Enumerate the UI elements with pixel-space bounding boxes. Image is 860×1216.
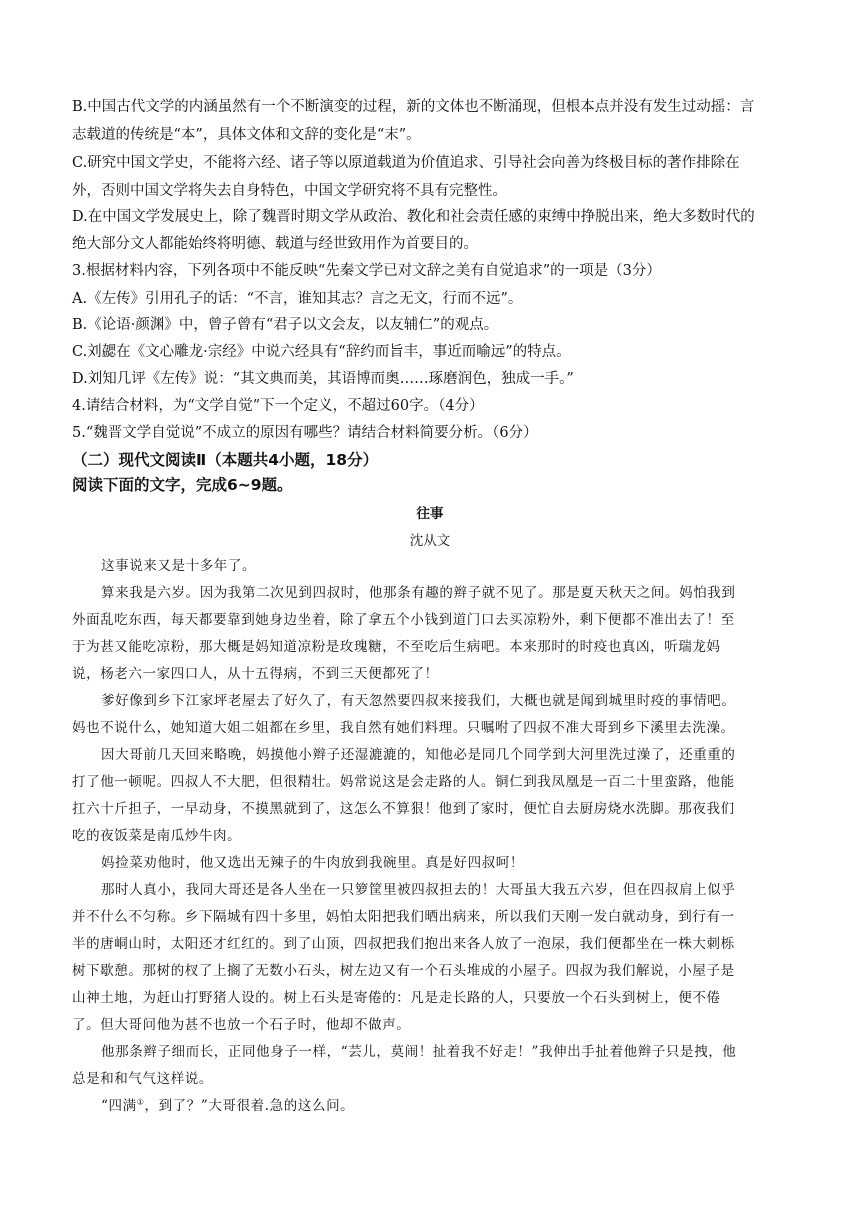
article-line: 了。但大哥问他为甚不也放一个石子时，他却不做声。 bbox=[72, 1017, 411, 1033]
question-4: 4.请结合材料，为“文学自觉”下一个定义，不超过60字。（4分） bbox=[72, 398, 484, 414]
option-b-line-2: 志载道的传统是“本”，具体文体和文辞的变化是“末”。 bbox=[72, 127, 421, 143]
article-line: 说，杨老六一家四口人，从十五得病，不到三天便都死了！ bbox=[72, 666, 439, 682]
article-line: 他那条辫子细而长，正同他身子一样，“芸儿，莫闹！扯着我不好走！”我伸出手扯着他辫子只是拽，他 bbox=[101, 1044, 737, 1060]
option-b-line-1: B.中国古代文学的内涵虽然有一个不断演变的过程，新的文体也不断涌现，但根本点并没有发生过动摇：言 bbox=[72, 99, 755, 115]
section-heading: （二）现代文阅读Ⅱ（本题共4小题，18分） bbox=[72, 451, 379, 469]
footnote-marker: ① bbox=[136, 1097, 145, 1107]
article-line: 并不什么不匀称。乡下隔城有四十多里，妈怕太阳把我们晒出病来，所以我们天刚一发白就动身，到行有一 bbox=[72, 909, 735, 925]
article-line: 因大哥前几天回来略晚，妈摸他小辫子还湿漉漉的，知他必是同几个同学到大河里洗过澡了，还重重的 bbox=[101, 747, 736, 763]
article-line: 外面乱吃东西，每天都要靠到她身边坐着，除了拿五个小钱到道门口去买凉粉外，剩下便都不准出去了！至 bbox=[72, 612, 735, 628]
article-line: 吃的夜饭菜是南瓜炒牛肉。 bbox=[72, 828, 242, 844]
article-title: 往事 bbox=[416, 506, 444, 522]
article-last-line bbox=[72, 1096, 788, 1116]
article-line: 总是和和气气这样说。 bbox=[72, 1071, 213, 1087]
question-3: 3.根据材料内容，下列各项中不能反映“先秦文学已对文辞之美有自觉追求”的一项是（3分） bbox=[72, 263, 661, 279]
question-3-option-c: C.刘勰在《文心雕龙·宗经》中说六经具有“辞约而旨丰，事近而喻远”的特点。 bbox=[72, 344, 571, 360]
article-line: 这事说来又是十多年了。 bbox=[101, 558, 257, 574]
question-3-option-a: A.《左传》引用孔子的话：“不言，谁知其志？言之无文，行而不远”。 bbox=[72, 291, 523, 307]
question-5: 5.“魏晋文学自觉说”不成立的原因有哪些？请结合材料简要分析。（6分） bbox=[72, 425, 538, 441]
article-line: 打了他一顿呢。四叔人不大肥，但很精壮。妈常说这是会走路的人。铜仁到我凤凰是一百二十里蛮路，他能 bbox=[72, 774, 735, 790]
option-d-line-2: 绝大部分文人都能始终将明德、载道与经世致用作为首要目的。 bbox=[72, 236, 478, 252]
section-instruction: 阅读下面的文字，完成6~9题。 bbox=[72, 476, 293, 494]
option-d-line-1: D.在中国文学发展史上，除了魏晋时期文学从政治、教化和社会责任感的束缚中挣脱出来，绝大多数时代的 bbox=[72, 209, 755, 225]
article-line: 那时人真小，我同大哥还是各人坐在一只箩筐里被四叔担去的！大哥虽大我五六岁，但在四叔肩上似乎 bbox=[101, 882, 736, 898]
article-line: 算来我是六岁。因为我第二次见到四叔时，他那条有趣的辫子就不见了。那是夏天秋天之间。妈怕我到 bbox=[101, 585, 736, 601]
article-line: 爹好像到乡下江家坪老屋去了好久了，有天忽然要四叔来接我们，大概也就是闻到城里时疫的事情吧。 bbox=[101, 693, 736, 709]
article-line: 妈捡菜劝他时，他又选出无辣子的牛肉放到我碗里。真是好四叔呵！ bbox=[101, 855, 524, 871]
article-author: 沈从文 bbox=[409, 533, 451, 549]
dialogue-start: “四满 bbox=[101, 1098, 137, 1114]
option-c-line-2: 外，否则中国文学将失去自身特色，中国文学研究将不具有完整性。 bbox=[72, 183, 507, 199]
question-3-option-b: B.《论语·颜渊》中，曾子曾有“君子以文会友，以友辅仁”的观点。 bbox=[72, 317, 499, 333]
article-line: 扛六十斤担子，一早动身，不摸黑就到了，这怎么不算狠！他到了家时，便忙自去厨房烧水洗脚。那夜我们 bbox=[72, 801, 735, 817]
article-line: 半的唐峒山时，太阳还才红红的。到了山顶，四叔把我们抱出来各人放了一泡尿，我们便都坐在一株大刺栎 bbox=[72, 936, 735, 952]
article-line: 于为甚又能吃凉粉，那大概是妈知道凉粉是玫瑰糖，不至吃后生病吧。本来那时的时疫也真凶，听瑞龙妈 bbox=[72, 639, 721, 655]
question-3-option-d: D.刘知几评《左传》说：“其文典而美，其语博而奥……琢磨润色，独成一手。” bbox=[72, 371, 574, 387]
article-line: 山神土地，为赶山打野猪人设的。树上石头是寄倦的：凡是走长路的人，只要放一个石头到树上，便不倦 bbox=[72, 990, 721, 1006]
article-line: 妈也不说什么，她知道大姐二姐都在乡里，我自然有她们料理。只嘱咐了四叔不准大哥到乡下溪里去洗澡。 bbox=[72, 720, 735, 736]
option-c-line-1: C.研究中国文学史，不能将六经、诸子等以原道载道为价值追求、引导社会向善为终极目标的著作排除在 bbox=[72, 155, 740, 171]
article-line: 树下歇憩。那树的杈了上搁了无数小石头，树左边又有一个石头堆成的小屋子。四叔为我们解说，小屋子是 bbox=[72, 963, 735, 979]
dialogue-rest: ，到了？”大哥很着.急的这么问。 bbox=[144, 1098, 355, 1114]
